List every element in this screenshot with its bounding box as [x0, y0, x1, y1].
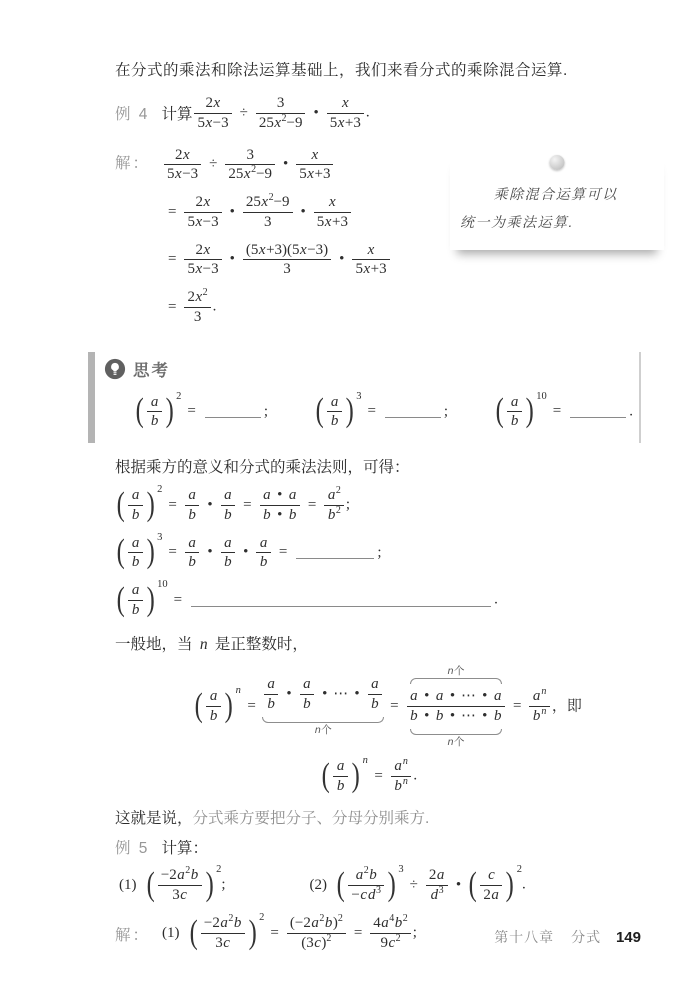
think-title: 思考 — [133, 361, 170, 380]
example5-item-2-formula: ( $\frac{a^2b}{-cd^3}$ ) 3 ÷ $\frac{2a}{d^3}$ • ( $\frac{c}{2a}$ ) 2 . — [336, 863, 526, 903]
example5-solution-number: (1) — [162, 925, 180, 942]
example5-label: 例 5 — [115, 839, 150, 857]
example4-step-4: = $\frac{2x^2}{3}$ . — [168, 287, 217, 325]
example5-item-2-number: (2) — [309, 876, 328, 893]
example4-problem-formula: $\frac{2x}{5x-3}$ ÷ $\frac{3}{25x^2-9}$ • $\frac{x}{5x+3}$ . — [192, 94, 369, 133]
think-item-tenth: ( $\frac{a}{b}$ ) 10 = . — [495, 390, 633, 430]
example5-item-1-formula: ( $\frac{-2a^2b}{3c}$ ) 2 ; — [146, 863, 226, 903]
conclusion-prefix: 这就是说， — [115, 809, 193, 827]
derivation-intro: 根据乘方的意义和分式的乘法法则，可得： — [115, 459, 410, 476]
example5-problems — [119, 863, 641, 905]
variable-n: n — [199, 635, 208, 653]
lightbulb-icon — [104, 358, 126, 380]
pin-icon — [550, 155, 565, 170]
example4-problem-row — [115, 94, 641, 133]
example5-item-2 — [309, 863, 526, 905]
example4-step-2: = $\frac{2x}{5x-3}$ • $\frac{25x^2-9}{3}$ • $\frac{x}{5x+3}$ — [162, 193, 392, 232]
example4-solve-label: 解： — [115, 154, 151, 172]
example4-step-3: = $\frac{2x}{5x-3}$ • $\frac{(5x+3)(5x-3)}{3}$ • $\frac{x}{5x+3}$ — [162, 241, 392, 280]
conclusion — [115, 806, 641, 828]
general-formula: ( $\frac{a}{b}$ ) n = $\frac{a}{b}$ • $\frac{a}{b}$ • ⋯ • $\frac{a}{b}$ n个 = n个 a • a • ⋯ • a b • b • ⋯ • b n个 = $\frac{a^n}{b^n}$ ，即 — [194, 664, 582, 748]
example4-step-1: $\frac{2x}{5x-3}$ ÷ $\frac{3}{25x^2-9}$ • $\frac{x}{5x+3}$ — [162, 146, 392, 185]
think-header — [104, 357, 639, 381]
think-item-square: ( $\frac{a}{b}$ ) 2 = ; — [135, 390, 269, 430]
derivation-line-2: ( $\frac{a}{b}$ ) 3 = $\frac{a}{b}$ • $\frac{a}{b}$ • $\frac{a}{b}$ = ; — [116, 531, 382, 571]
example4-prompt: 计算 — [161, 106, 193, 124]
example5-header — [115, 836, 641, 858]
general-case-intro — [115, 632, 641, 654]
example5-item-1 — [119, 863, 226, 905]
think-item-cube: ( $\frac{a}{b}$ ) 3 = ; — [315, 390, 449, 430]
general-intro-text1: 一般地，当 — [115, 635, 197, 653]
example4-label: 例 4 — [115, 106, 150, 124]
example5-solution-formula: ( $\frac{-2a^2b}{3c}$ ) 2 = $\frac{(-2a^2b)^2}{(3c)^2}$ = $\frac{4a^4b^2}{9c^2}$ ; — [189, 912, 417, 952]
general-intro-text2: 是正整数时， — [210, 635, 308, 653]
example5-item-1-number: (1) — [119, 876, 137, 893]
derivation-line-1: ( $\frac{a}{b}$ ) 2 = $\frac{a}{b}$ • $\frac{a}{b}$ = $\frac{a • a}{b • b}$ = $\frac{a^2}{b^2}$ ; — [116, 484, 351, 523]
example5-solve-label: 解： — [115, 926, 151, 944]
example4-steps — [162, 137, 392, 336]
think-items — [104, 381, 639, 432]
margin-note-line2: 统一为乘法运算. — [460, 214, 574, 230]
page-number: 149 — [615, 929, 641, 946]
footer-section: 分式 — [571, 929, 602, 945]
example5-prompt: 计算： — [161, 839, 208, 857]
derivation-line-3: ( $\frac{a}{b}$ ) 10 = . — [116, 579, 498, 618]
conclusion-rule: 分式乘方要把分子、分母分别乘方. — [192, 809, 430, 827]
power-rule-formula: ( $\frac{a}{b}$ ) n = $\frac{a^n}{b^n}$ . — [321, 755, 418, 795]
margin-note-text — [460, 180, 656, 236]
margin-note-line1: 乘除混合运算可以 — [493, 186, 618, 202]
intro-paragraph: 在分式的乘法和除法运算基础上，我们来看分式的乘除混合运算. — [115, 62, 568, 79]
margin-note — [450, 150, 664, 250]
think-box — [88, 352, 641, 444]
footer-chapter: 第十八章 — [494, 929, 555, 945]
page-footer — [494, 927, 641, 947]
